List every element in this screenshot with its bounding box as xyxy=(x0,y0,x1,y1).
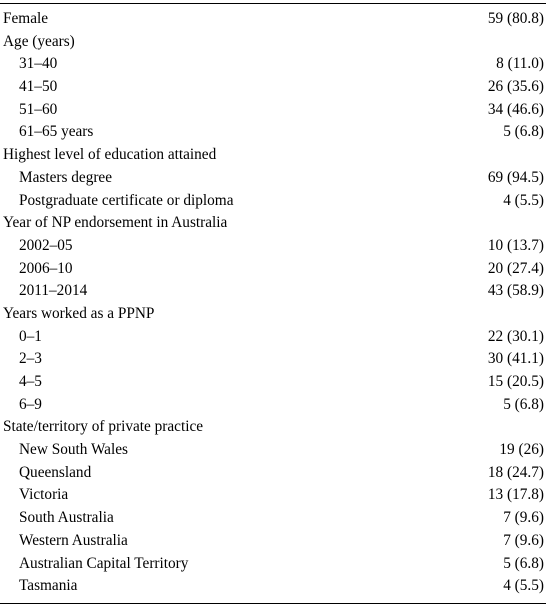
row-label: Tasmania xyxy=(19,577,78,595)
table-row xyxy=(0,99,547,122)
row-label: Queensland xyxy=(19,463,92,481)
row-value: 4 (5.5) xyxy=(503,191,544,209)
table-row xyxy=(0,280,547,303)
table-bottom-rule xyxy=(0,603,546,604)
row-label: Masters degree xyxy=(19,168,113,186)
category-label: Years worked as a PPNP xyxy=(3,304,155,322)
row-label: Australian Capital Territory xyxy=(19,554,189,572)
table-category-row xyxy=(0,416,547,439)
row-value: 18 (24.7) xyxy=(487,463,544,481)
row-value: 7 (9.6) xyxy=(503,509,544,527)
table-row xyxy=(0,167,547,190)
row-label: 61–65 years xyxy=(19,123,94,141)
table-row xyxy=(0,235,547,258)
row-label: 31–40 xyxy=(19,55,58,73)
table-row xyxy=(0,484,547,507)
table-row xyxy=(0,575,547,598)
table-category-row xyxy=(0,212,547,235)
table-row xyxy=(0,530,547,553)
row-label: 41–50 xyxy=(19,78,58,96)
row-label: 2011–2014 xyxy=(19,282,88,300)
row-value: 26 (35.6) xyxy=(487,78,544,96)
category-label: State/territory of private practice xyxy=(3,418,204,436)
row-value: 22 (30.1) xyxy=(487,327,544,345)
row-value: 7 (9.6) xyxy=(503,531,544,549)
row-value: 4 (5.5) xyxy=(503,577,544,595)
row-value: 13 (17.8) xyxy=(487,486,544,504)
table-category-row xyxy=(0,144,547,167)
table-row xyxy=(0,348,547,371)
row-label: Western Australia xyxy=(19,531,128,549)
row-value: 5 (6.8) xyxy=(503,554,544,572)
table-row xyxy=(0,326,547,349)
category-label: Highest level of education attained xyxy=(3,146,217,164)
row-value: 5 (6.8) xyxy=(503,123,544,141)
table-body xyxy=(0,8,547,598)
row-label: 2–3 xyxy=(19,350,42,368)
category-label: Year of NP endorsement in Australia xyxy=(3,214,228,232)
row-label: 6–9 xyxy=(19,395,42,413)
row-value: 20 (27.4) xyxy=(487,259,544,277)
table-row xyxy=(0,553,547,576)
table-row xyxy=(0,76,547,99)
category-label: Female xyxy=(3,10,49,27)
row-value: 19 (26) xyxy=(499,441,544,459)
table-category-row xyxy=(0,8,547,31)
row-value: 30 (41.1) xyxy=(487,350,544,368)
table-row xyxy=(0,121,547,144)
table-row xyxy=(0,371,547,394)
row-label: Postgraduate certificate or diploma xyxy=(19,191,234,209)
row-label: 4–5 xyxy=(19,373,42,390)
table-row xyxy=(0,53,547,76)
table-category-row xyxy=(0,303,547,326)
row-label: 2006–10 xyxy=(19,259,73,277)
table-row xyxy=(0,507,547,530)
row-value: 69 (94.5) xyxy=(487,168,544,186)
table-row xyxy=(0,394,547,417)
row-label: 0–1 xyxy=(19,327,42,345)
row-label: South Australia xyxy=(19,509,114,527)
row-label: 2002–05 xyxy=(19,236,73,254)
table-row xyxy=(0,462,547,485)
table-category-row xyxy=(0,31,547,54)
row-value: 10 (13.7) xyxy=(487,236,544,254)
table-row xyxy=(0,190,547,213)
row-value: 15 (20.5) xyxy=(487,373,544,390)
row-label: 51–60 xyxy=(19,100,58,118)
row-value: 5 (6.8) xyxy=(503,395,544,413)
row-value: 34 (46.6) xyxy=(487,100,544,118)
table-top-rule xyxy=(0,3,546,4)
row-label: New South Wales xyxy=(19,441,128,459)
row-value: 59 (80.8) xyxy=(487,10,544,27)
category-label: Age (years) xyxy=(3,32,75,50)
row-value: 8 (11.0) xyxy=(496,55,544,73)
table-row xyxy=(0,258,547,281)
table-row xyxy=(0,439,547,462)
row-label: Victoria xyxy=(19,486,69,504)
row-value: 43 (58.9) xyxy=(487,282,544,300)
